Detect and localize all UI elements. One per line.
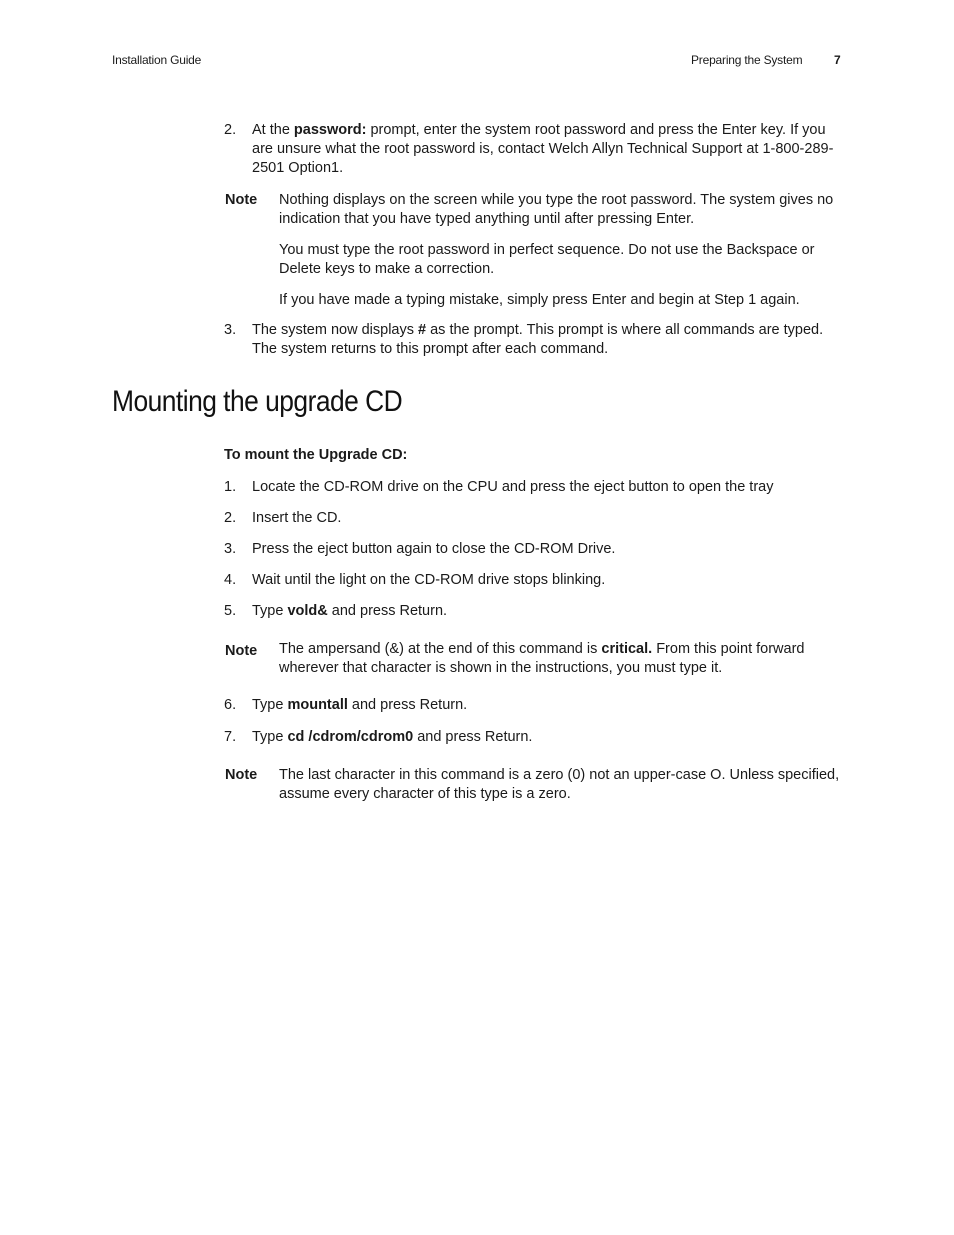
- procedure-title: To mount the Upgrade CD:: [224, 447, 408, 463]
- note-paragraph: Nothing displays on the screen while you type the root password. The system gives no indication that you have typed anything until after pressing Enter.: [279, 192, 834, 227]
- header-chapter-title: Preparing the System: [691, 53, 803, 67]
- page-number: 7: [834, 53, 841, 67]
- list-item: [224, 540, 844, 559]
- note-zero: [225, 766, 845, 804]
- section-heading: Mounting the upgrade CD: [112, 385, 403, 418]
- list-item: [224, 696, 844, 715]
- step-number: 3.: [224, 541, 237, 557]
- step-number: 4.: [224, 572, 237, 588]
- note-label: Note: [225, 767, 258, 783]
- emphasis-text: critical.: [601, 641, 653, 657]
- step-number: 5.: [224, 603, 237, 619]
- step-number: 2.: [224, 122, 237, 138]
- step-text: Type mountall and press Return.: [252, 697, 468, 713]
- note-paragraph: If you have made a typing mistake, simply press Enter and begin at Step 1 again.: [279, 292, 800, 308]
- list-item: [224, 571, 844, 590]
- list-item: [224, 728, 844, 747]
- step-number: 2.: [224, 510, 237, 526]
- note-ampersand: [225, 640, 845, 678]
- note-password: [225, 191, 845, 322]
- step-text: Locate the CD-ROM drive on the CPU and press the eject button to open the tray: [252, 479, 774, 495]
- note-body: The last character in this command is a zero (0) not an upper-case O. Unless specified, assume every character of this type is a zero.: [279, 767, 840, 802]
- note-body: [279, 191, 845, 310]
- header-guide-title: Installation Guide: [112, 53, 202, 67]
- list-item: [224, 478, 844, 497]
- step-text: Type vold& and press Return.: [252, 603, 448, 619]
- list-item: [224, 509, 844, 528]
- command-text: mountall: [287, 697, 348, 713]
- note-body: The ampersand (&) at the end of this command is critical. From this point forward wherever that character is shown in the instructions, you must type it.: [279, 641, 805, 676]
- step-number: 1.: [224, 479, 237, 495]
- step-number: 7.: [224, 729, 237, 745]
- step-text: Press the eject button again to close the CD-ROM Drive.: [252, 541, 616, 557]
- ui-term: #: [418, 322, 427, 338]
- note-label: Note: [225, 643, 258, 659]
- step-number: 3.: [224, 322, 237, 338]
- list-item: [224, 121, 844, 178]
- command-text: cd /cdrom/cdrom0: [287, 729, 414, 745]
- step-text: Type cd /cdrom/cdrom0 and press Return.: [252, 729, 533, 745]
- step-text: Wait until the light on the CD-ROM drive stops blinking.: [252, 572, 606, 588]
- note-paragraph: You must type the root password in perfect sequence. Do not use the Backspace or Delete keys to make a correction.: [279, 242, 815, 277]
- command-text: vold&: [287, 603, 328, 619]
- note-label: Note: [225, 192, 258, 208]
- list-item: [224, 602, 844, 621]
- step-text: Insert the CD.: [252, 510, 342, 526]
- step-text: At the password: prompt, enter the system root password and press the Enter key. If you are unsure what the root password is, contact Welch Allyn Technical Support at 1-800-289-2501 Option1.: [252, 122, 834, 176]
- step-text: The system now displays # as the prompt. This prompt is where all commands are typed. The system returns to this prompt after each command.: [252, 322, 824, 357]
- ui-term: password:: [293, 122, 367, 138]
- step-number: 6.: [224, 697, 237, 713]
- list-item: [224, 321, 844, 359]
